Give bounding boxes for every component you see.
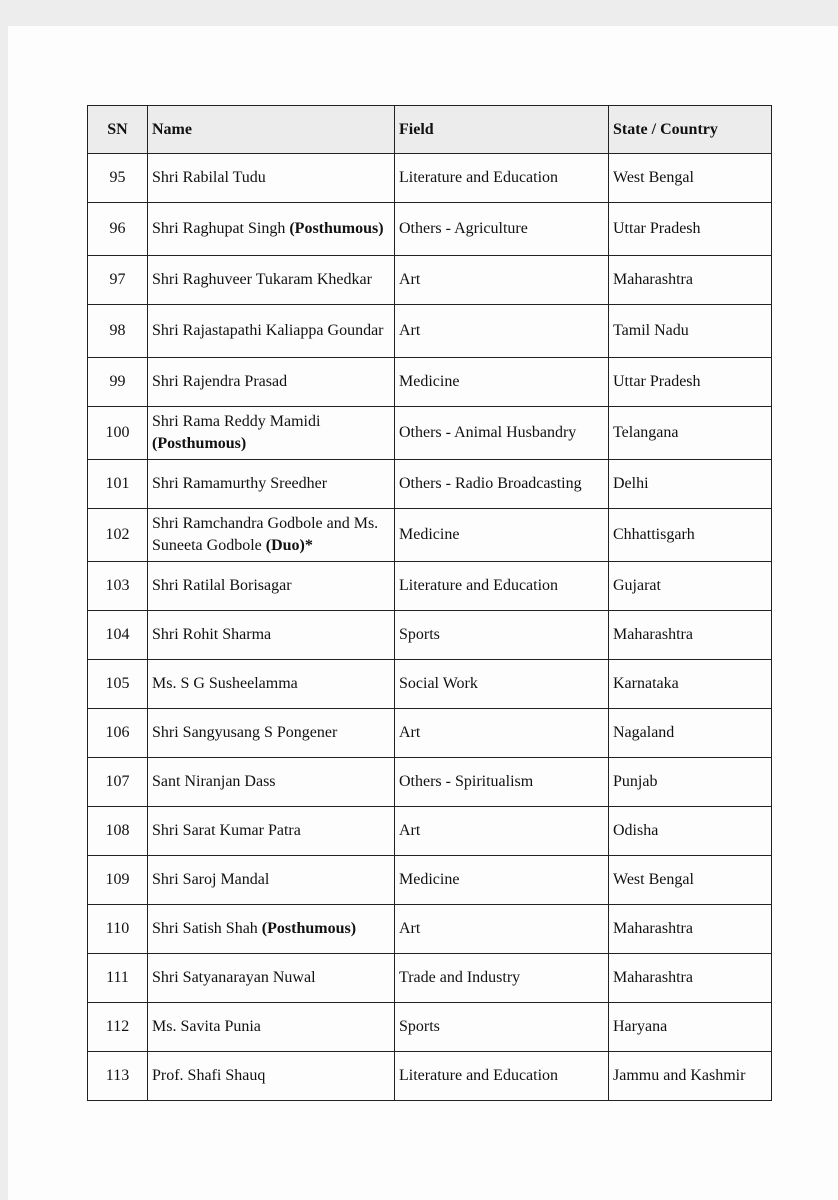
- cell-field: Art: [395, 905, 609, 954]
- cell-sn: 111: [88, 954, 148, 1003]
- table-body: [88, 154, 772, 1101]
- cell-state-country: Tamil Nadu: [609, 305, 772, 358]
- cell-state-country: Odisha: [609, 807, 772, 856]
- cell-field: Sports: [395, 611, 609, 660]
- cell-field: Social Work: [395, 660, 609, 709]
- cell-sn: 98: [88, 305, 148, 358]
- table-row: [88, 954, 772, 1003]
- cell-field: Medicine: [395, 856, 609, 905]
- award-note: (Posthumous): [261, 920, 357, 937]
- awardee-name: Shri Raghupat Singh: [152, 220, 286, 237]
- cell-field: Art: [395, 709, 609, 758]
- cell-field: Literature and Education: [395, 562, 609, 611]
- table-row: [88, 1003, 772, 1052]
- cell-state-country: Maharashtra: [609, 611, 772, 660]
- cell-field: Trade and Industry: [395, 954, 609, 1003]
- awards-table: [87, 105, 772, 1101]
- cell-name: [148, 305, 395, 358]
- cell-sn: 107: [88, 758, 148, 807]
- cell-field: Medicine: [395, 509, 609, 562]
- awardee-name: Ms. S G Susheelamma: [152, 675, 298, 692]
- header-name: Name: [148, 106, 395, 154]
- award-note: (Posthumous): [289, 220, 384, 237]
- header-sn: SN: [88, 106, 148, 154]
- cell-sn: 102: [88, 509, 148, 562]
- cell-name: [148, 562, 395, 611]
- awardee-name: Shri Ramchandra Godbole and Ms. Suneeta Godbole: [152, 515, 379, 554]
- cell-state-country: Jammu and Kashmir: [609, 1052, 772, 1101]
- cell-state-country: Telangana: [609, 407, 772, 460]
- cell-state-country: Chhattisgarh: [609, 509, 772, 562]
- cell-name: [148, 509, 395, 562]
- table-row: [88, 256, 772, 305]
- table-row: [88, 709, 772, 758]
- table-row: [88, 611, 772, 660]
- cell-state-country: Delhi: [609, 460, 772, 509]
- table-row: [88, 660, 772, 709]
- cell-state-country: Karnataka: [609, 660, 772, 709]
- cell-name: [148, 1003, 395, 1052]
- cell-field: Medicine: [395, 358, 609, 407]
- cell-sn: 101: [88, 460, 148, 509]
- cell-field: Art: [395, 807, 609, 856]
- cell-field: Others - Agriculture: [395, 203, 609, 256]
- cell-name: [148, 758, 395, 807]
- awardee-name: Ms. Savita Punia: [152, 1018, 261, 1035]
- cell-name: [148, 856, 395, 905]
- cell-name: [148, 1052, 395, 1101]
- table-row: [88, 460, 772, 509]
- table-row: [88, 358, 772, 407]
- cell-sn: 104: [88, 611, 148, 660]
- table-header-row: [88, 106, 772, 154]
- awardee-name: Prof. Shafi Shauq: [152, 1067, 266, 1084]
- awardee-name: Shri Raghuveer Tukaram Khedkar: [152, 271, 372, 288]
- awardee-name: Shri Ratilal Borisagar: [152, 577, 292, 594]
- table-row: [88, 807, 772, 856]
- cell-field: Literature and Education: [395, 1052, 609, 1101]
- table-row: [88, 407, 772, 460]
- awardee-name: Shri Satish Shah: [152, 920, 258, 937]
- awardee-name: Shri Rama Reddy Mamidi: [152, 413, 321, 430]
- table-row: [88, 758, 772, 807]
- table-row: [88, 305, 772, 358]
- cell-name: [148, 709, 395, 758]
- awardee-name: Shri Rabilal Tudu: [152, 169, 266, 186]
- cell-sn: 97: [88, 256, 148, 305]
- cell-field: Literature and Education: [395, 154, 609, 203]
- cell-sn: 105: [88, 660, 148, 709]
- cell-state-country: Uttar Pradesh: [609, 358, 772, 407]
- cell-state-country: Maharashtra: [609, 905, 772, 954]
- table-row: [88, 562, 772, 611]
- cell-sn: 99: [88, 358, 148, 407]
- awardee-name: Shri Rohit Sharma: [152, 626, 272, 643]
- header-state-country: State / Country: [609, 106, 772, 154]
- cell-field: Others - Radio Broadcasting: [395, 460, 609, 509]
- cell-name: [148, 203, 395, 256]
- cell-state-country: Maharashtra: [609, 954, 772, 1003]
- cell-state-country: Gujarat: [609, 562, 772, 611]
- awardee-name: Shri Rajastapathi Kaliappa Goundar: [152, 322, 384, 339]
- cell-sn: 109: [88, 856, 148, 905]
- document-page: [8, 26, 838, 1200]
- award-note: (Duo): [265, 537, 305, 554]
- footnote-marker: *: [304, 537, 313, 554]
- cell-name: [148, 407, 395, 460]
- table-row: [88, 1052, 772, 1101]
- awardee-name: Shri Saroj Mandal: [152, 871, 270, 888]
- cell-name: [148, 954, 395, 1003]
- cell-field: Others - Animal Husbandry: [395, 407, 609, 460]
- awardee-name: Shri Satyanarayan Nuwal: [152, 969, 316, 986]
- cell-sn: 96: [88, 203, 148, 256]
- awardee-name: Shri Rajendra Prasad: [152, 373, 288, 390]
- table-row: [88, 856, 772, 905]
- cell-state-country: Haryana: [609, 1003, 772, 1052]
- table-row: [88, 905, 772, 954]
- cell-sn: 113: [88, 1052, 148, 1101]
- cell-sn: 100: [88, 407, 148, 460]
- cell-field: Others - Spiritualism: [395, 758, 609, 807]
- cell-sn: 106: [88, 709, 148, 758]
- cell-sn: 95: [88, 154, 148, 203]
- cell-sn: 103: [88, 562, 148, 611]
- cell-state-country: Punjab: [609, 758, 772, 807]
- cell-name: [148, 256, 395, 305]
- cell-field: Art: [395, 305, 609, 358]
- cell-name: [148, 905, 395, 954]
- cell-name: [148, 660, 395, 709]
- cell-sn: 108: [88, 807, 148, 856]
- cell-sn: 110: [88, 905, 148, 954]
- cell-field: Sports: [395, 1003, 609, 1052]
- cell-name: [148, 611, 395, 660]
- cell-state-country: West Bengal: [609, 154, 772, 203]
- award-note: (Posthumous): [152, 435, 247, 452]
- table-row: [88, 509, 772, 562]
- cell-state-country: Maharashtra: [609, 256, 772, 305]
- table-row: [88, 154, 772, 203]
- cell-state-country: West Bengal: [609, 856, 772, 905]
- cell-name: [148, 807, 395, 856]
- awardee-name: Shri Sangyusang S Pongener: [152, 724, 338, 741]
- cell-state-country: Nagaland: [609, 709, 772, 758]
- cell-name: [148, 460, 395, 509]
- cell-state-country: Uttar Pradesh: [609, 203, 772, 256]
- awardee-name: Shri Sarat Kumar Patra: [152, 822, 301, 839]
- cell-name: [148, 358, 395, 407]
- table-row: [88, 203, 772, 256]
- awardee-name: Shri Ramamurthy Sreedher: [152, 475, 328, 492]
- awardee-name: Sant Niranjan Dass: [152, 773, 276, 790]
- cell-name: [148, 154, 395, 203]
- cell-sn: 112: [88, 1003, 148, 1052]
- cell-field: Art: [395, 256, 609, 305]
- header-field: Field: [395, 106, 609, 154]
